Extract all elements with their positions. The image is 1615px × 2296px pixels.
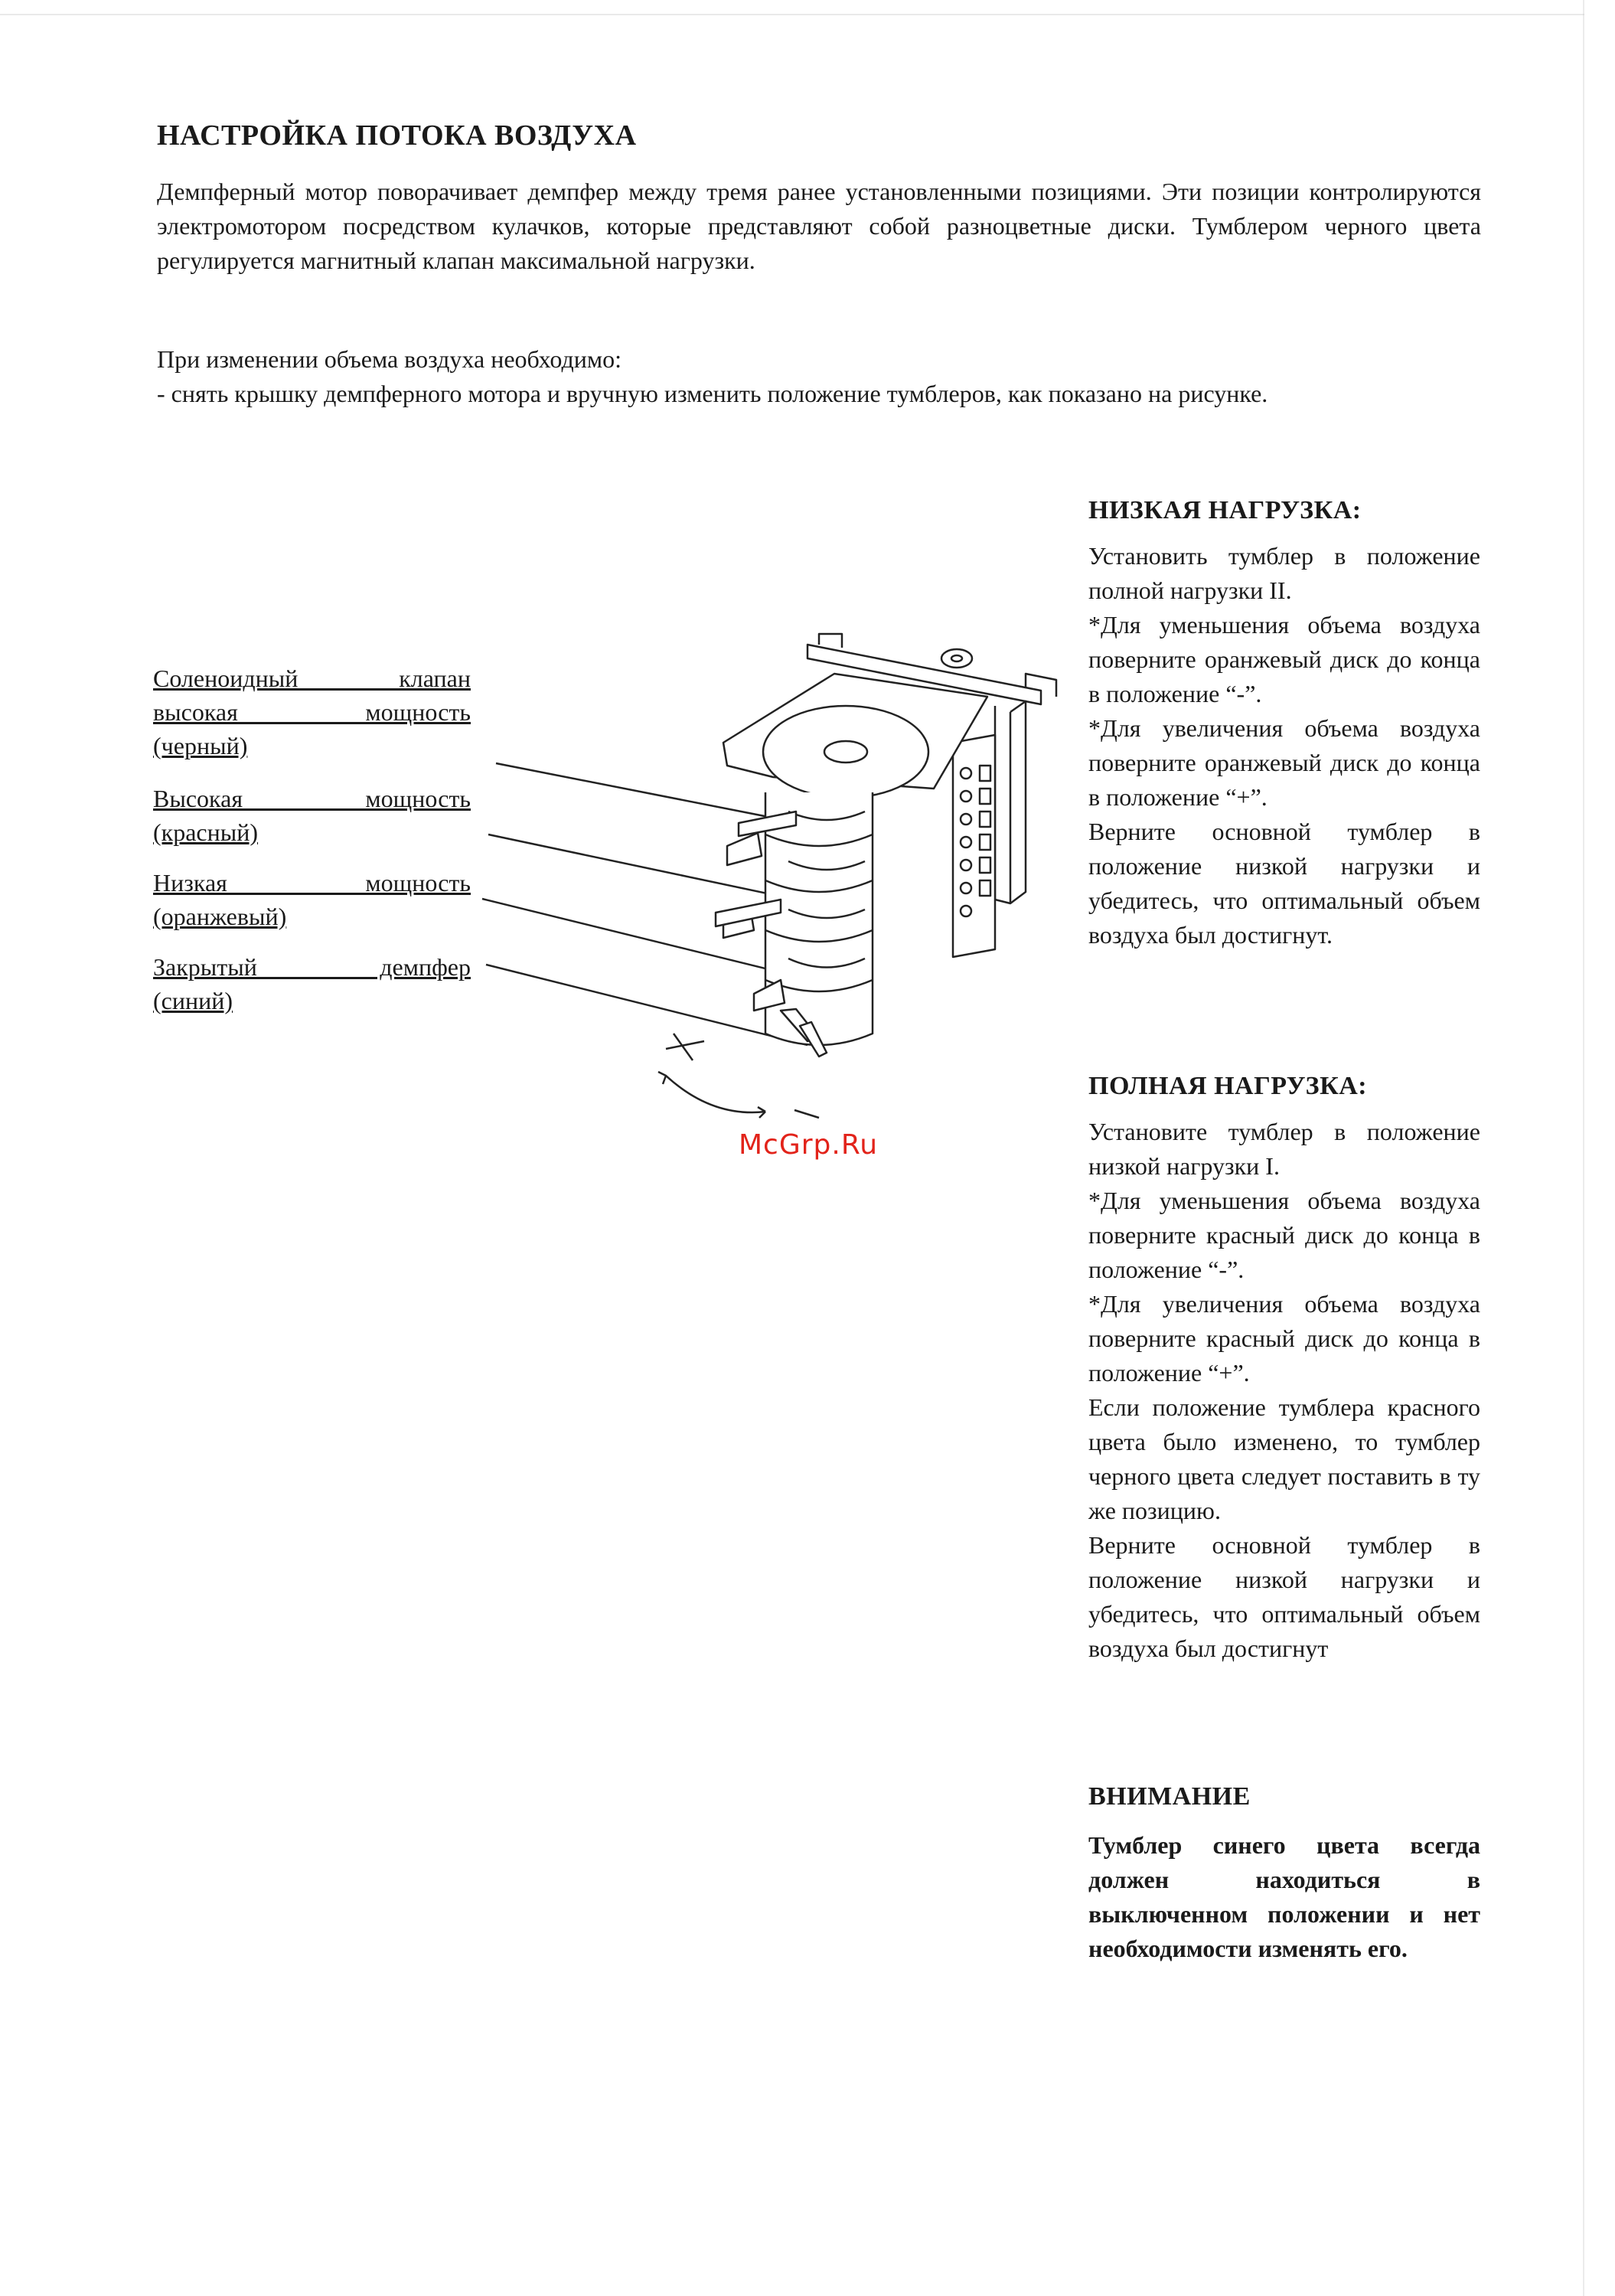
- warning-text: Тумблер синего цвета всегда должен находиться в выключенном положении и нет необходимости изменять его.: [1088, 1831, 1480, 1962]
- full-load-step-1: Установите тумблер в положение низкой нагрузки I.: [1088, 1118, 1480, 1180]
- label-solenoid-line3: (черный): [153, 732, 248, 759]
- low-load-heading: НИЗКАЯ НАГРУЗКА:: [1088, 496, 1362, 524]
- label-high-line2: (красный): [153, 818, 259, 846]
- label-low-power: [153, 866, 471, 933]
- low-load-step-1: Установить тумблер в положение полной нагрузки II.: [1088, 542, 1480, 604]
- label-solenoid-line1: Соленоидный клапан: [153, 665, 471, 692]
- rotation-indicator: [658, 1034, 819, 1118]
- full-load-step-3: *Для увеличения объема воздуха поверните красный диск до конца в положение “+”.: [1088, 1290, 1480, 1386]
- full-load-heading: ПОЛНАЯ НАГРУЗКА:: [1088, 1072, 1368, 1100]
- intro-paragraph: Демпферный мотор поворачивает демпфер между тремя ранее установленными позициями. Эти позиции контролируются электромотором посредством кулачков, которые представляют собой разноцветные диски. Тумблером черного цвета регулируется магнитный клапан максимальной нагрузки.: [157, 178, 1481, 274]
- label-solenoid-line2: высокая мощность: [153, 698, 471, 726]
- label-closed-line2: (синий): [153, 987, 233, 1014]
- terminal-strip: [953, 735, 995, 957]
- full-load-section: [1088, 1072, 1480, 1666]
- instruction-line-2: - снять крышку демпферного мотора и вручную изменить положение тумблеров, как показано на рисунке.: [157, 380, 1268, 407]
- scan-edge-right: [1583, 0, 1584, 2296]
- page-title: НАСТРОЙКА ПОТОКА ВОЗДУХА: [157, 119, 637, 152]
- full-load-step-5: Верните основной тумблер в положение низкой нагрузки и убедитесь, что оптимальный объем воздуха был достигнут: [1088, 1531, 1480, 1662]
- instruction-line-1: При изменении объема воздуха необходимо:: [157, 345, 622, 373]
- full-load-step-2: *Для уменьшения объема воздуха поверните красный диск до конца в положение “-”.: [1088, 1187, 1480, 1283]
- low-load-step-4: Верните основной тумблер в положение низкой нагрузки и убедитесь, что оптимальный объем воздуха был достигнут.: [1088, 818, 1480, 949]
- top-plate: [723, 674, 987, 798]
- low-load-step-3: *Для увеличения объема воздуха поверните оранжевый диск до конца в положение “+”.: [1088, 714, 1480, 811]
- cam-stack: [765, 792, 873, 1045]
- label-closed-damper: [153, 950, 471, 1017]
- warning-heading: ВНИМАНИЕ: [1088, 1782, 1251, 1811]
- warning-section: [1088, 1782, 1480, 1966]
- instruction-paragraph: [157, 342, 1481, 411]
- full-load-step-4: Если положение тумблера красного цвета было изменено, то тумблер черного цвета следует поставить в ту же позицию.: [1088, 1393, 1480, 1524]
- label-closed-line1: Закрытый демпфер: [153, 953, 471, 981]
- low-load-section: [1088, 496, 1480, 952]
- low-load-step-2: *Для уменьшения объема воздуха поверните оранжевый диск до конца в положение “-”.: [1088, 611, 1480, 707]
- damper-cam-diagram: [459, 628, 1117, 1133]
- watermark: McGrp.Ru: [739, 1129, 879, 1161]
- label-low-line2: (оранжевый): [153, 903, 287, 930]
- label-high-power: [153, 782, 471, 849]
- label-low-line1: Низкая мощность: [153, 869, 471, 897]
- label-solenoid: [153, 661, 471, 763]
- scan-edge-top: [0, 14, 1584, 15]
- label-high-line1: Высокая мощность: [153, 785, 471, 812]
